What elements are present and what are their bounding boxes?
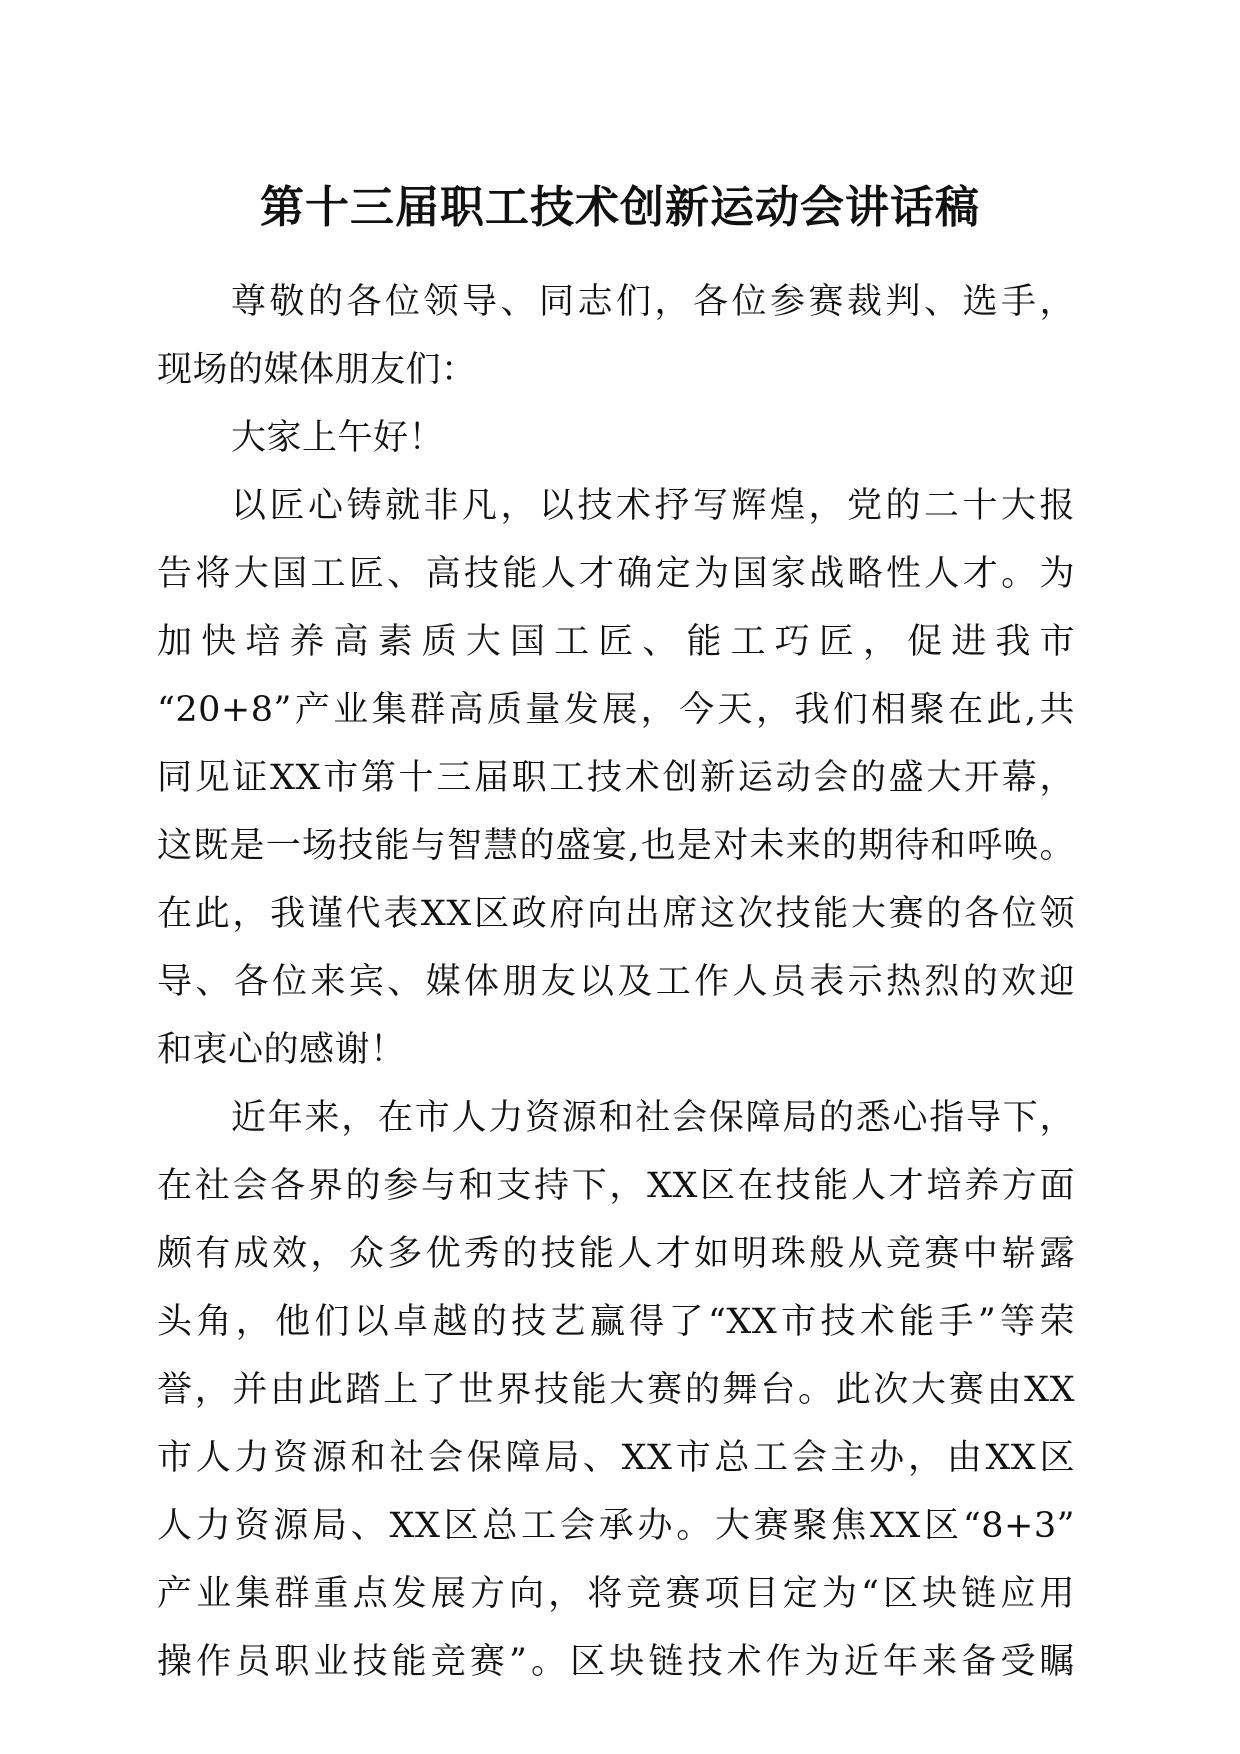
document-title: 第十三届职工技术创新运动会讲话稿 — [260, 182, 980, 233]
text-line: 头角，他们以卓越的技艺赢得了“XX市技术能手”等荣 — [157, 1302, 1075, 1342]
text-line: 在社会各界的参与和支持下，XX区在技能人才培养方面 — [157, 1166, 1075, 1206]
text-line: 市人力资源和社会保障局、XX市总工会主办，由XX区 — [157, 1438, 1075, 1478]
text-line: 操作员职业技能竞赛”。区块链技术作为近年来备受瞩 — [157, 1642, 1075, 1682]
text-line: 人力资源局、XX区总工会承办。大赛聚焦XX区“8+3” — [157, 1506, 1075, 1546]
text-line: 颇有成效，众多优秀的技能人才如明珠般从竞赛中崭露 — [157, 1234, 1075, 1274]
text-line: 同见证XX市第十三届职工技术创新运动会的盛大开幕， — [157, 758, 1075, 798]
text-line: 和衷心的感谢！ — [157, 1030, 406, 1070]
text-line: 加快培养高素质大国工匠、能工巧匠，促进我市 — [157, 622, 1075, 662]
text-line: 尊敬的各位领导、同志们，各位参赛裁判、选手， — [231, 282, 1075, 322]
text-line: 以匠心铸就非凡，以技术抒写辉煌，党的二十大报 — [231, 486, 1075, 526]
text-line: 告将大国工匠、高技能人才确定为国家战略性人才。为 — [157, 554, 1075, 594]
document-body — [157, 268, 1075, 1696]
text-line: 现场的媒体朋友们： — [157, 350, 477, 390]
text-line: 近年来，在市人力资源和社会保障局的悉心指导下， — [231, 1098, 1075, 1138]
text-line: 导、各位来宾、媒体朋友以及工作人员表示热烈的欢迎 — [157, 962, 1075, 1002]
text-line: 产业集群重点发展方向，将竞赛项目定为“区块链应用 — [157, 1574, 1075, 1614]
text-line: 在此，我谨代表XX区政府向出席这次技能大赛的各位领 — [157, 894, 1075, 934]
text-line: 誉，并由此踏上了世界技能大赛的舞台。此次大赛由XX — [157, 1370, 1075, 1410]
text-line: 这既是一场技能与智慧的盛宴,也是对未来的期待和呼唤。 — [157, 826, 1075, 866]
text-line: 大家上午好！ — [231, 418, 445, 458]
text-line: “20+8”产业集群高质量发展，今天，我们相聚在此,共 — [157, 690, 1075, 730]
